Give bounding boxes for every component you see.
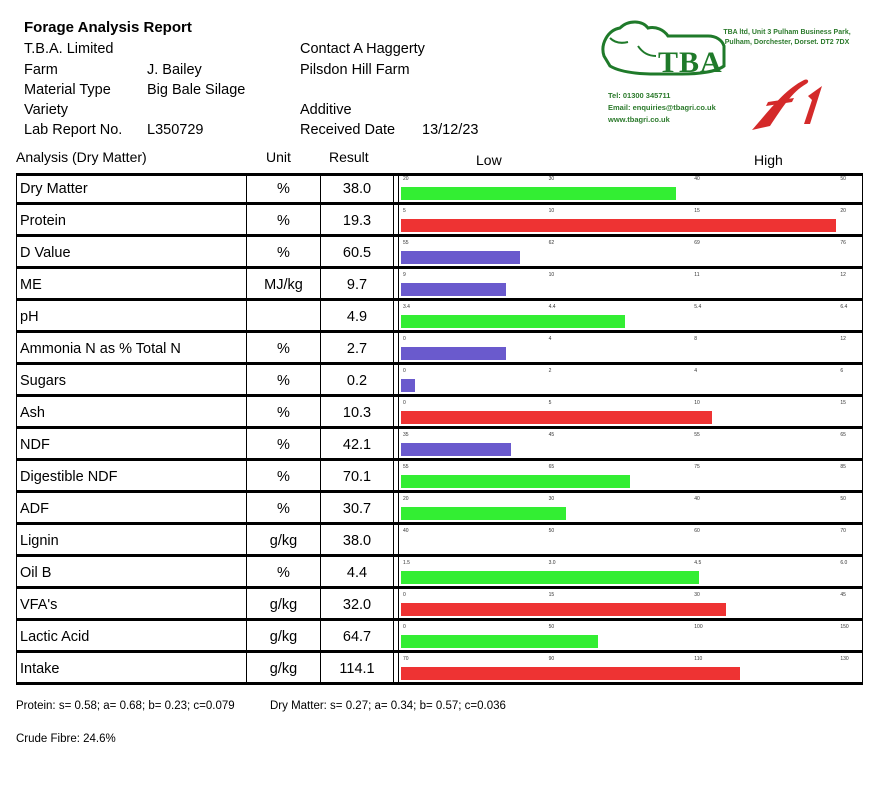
scale-tick-label: 6	[840, 368, 844, 374]
range-bar-cell	[398, 621, 863, 653]
analysis-name: Ash	[16, 397, 246, 429]
protein-coefficients: Protein: s= 0.58; a= 0.68; b= 0.23; c=0.079	[16, 700, 235, 712]
scale-tick-label: 0	[403, 368, 406, 374]
scale-tick-label: 0	[403, 400, 406, 406]
col-high: High	[754, 152, 783, 168]
analysis-name: Ammonia N as % Total N	[16, 333, 246, 365]
scale-tick-label: 5	[548, 400, 552, 406]
analysis-result: 30.7	[320, 493, 394, 525]
scale-tick-label: 50	[548, 528, 555, 534]
range-bar-cell	[398, 397, 863, 429]
f1-logo-icon	[748, 72, 838, 134]
contact-name: Contact A Haggerty	[300, 41, 425, 57]
analysis-result: 2.7	[320, 333, 394, 365]
scale-tick-label: 9	[403, 272, 406, 278]
scale-tick-label: 130	[840, 656, 849, 662]
result-bar	[401, 379, 415, 392]
range-bar-cell	[398, 205, 863, 237]
result-bar	[401, 315, 625, 328]
analysis-name: Protein	[16, 205, 246, 237]
analysis-result: 38.0	[320, 173, 394, 205]
analysis-name: VFA's	[16, 589, 246, 621]
analysis-name: pH	[16, 301, 246, 333]
scale-tick-label: 6.0	[840, 560, 848, 566]
scale-tick-label: 5	[403, 208, 406, 214]
scale-tick-label: 2	[548, 368, 552, 374]
tba-tel: Tel: 01300 345711	[608, 91, 671, 100]
received-date-value: 13/12/23	[422, 122, 479, 138]
table-row	[16, 429, 863, 461]
table-row	[16, 461, 863, 493]
scale-tick-label: 5.4	[694, 304, 702, 310]
analysis-unit: %	[246, 493, 320, 525]
scale-tick-label: 10	[694, 400, 700, 406]
table-row	[16, 653, 863, 685]
table-row	[16, 173, 863, 205]
scale-tick-label: 0	[403, 336, 406, 342]
scale-tick-label: 40	[694, 496, 700, 502]
scale-tick-label: 62	[548, 240, 555, 246]
scale-tick-label: 70	[403, 656, 409, 662]
row-border	[16, 682, 863, 685]
scale-tick-label: 1.5	[403, 560, 410, 566]
analysis-result: 42.1	[320, 429, 394, 461]
analysis-name: Oil B	[16, 557, 246, 589]
result-bar	[401, 443, 511, 456]
range-bar-cell	[398, 173, 863, 205]
scale-tick-label: 4.5	[694, 560, 702, 566]
scale-tick-label: 15	[548, 592, 555, 598]
analysis-unit: MJ/kg	[246, 269, 320, 301]
analysis-name: ME	[16, 269, 246, 301]
result-bar	[401, 571, 699, 584]
scale-tick-label: 110	[694, 656, 703, 662]
range-bar-cell	[398, 429, 863, 461]
scale-tick-label: 6.4	[840, 304, 848, 310]
scale-tick-label: 150	[840, 624, 849, 630]
tba-address: TBA ltd, Unit 3 Pulham Business Park, Pulham, Dorchester, Dorset. DT2 7DX	[723, 29, 851, 46]
result-bar	[401, 283, 506, 296]
scale-tick-label: 15	[694, 208, 700, 214]
company-name: T.B.A. Limited	[24, 41, 114, 57]
scale-tick-label: 69	[694, 240, 700, 246]
scale-tick-label: 4	[694, 368, 698, 374]
result-bar	[401, 475, 630, 488]
scale-tick-label: 4	[548, 336, 552, 342]
result-bar	[401, 667, 740, 680]
analysis-result: 9.7	[320, 269, 394, 301]
analysis-result: 4.9	[320, 301, 394, 333]
scale-tick-label: 76	[840, 240, 846, 246]
table-row	[16, 269, 863, 301]
range-bar-cell	[398, 525, 863, 557]
col-unit: Unit	[266, 149, 291, 165]
scale-tick-label: 20	[403, 176, 409, 182]
variety-label: Variety	[24, 102, 69, 118]
scale-tick-label: 55	[403, 240, 409, 246]
scale-tick-label: 10	[548, 208, 555, 214]
scale-tick-label: 90	[548, 656, 555, 662]
analysis-unit: g/kg	[246, 525, 320, 557]
scale-tick-label: 65	[548, 464, 555, 470]
analysis-result: 32.0	[320, 589, 394, 621]
analysis-result: 70.1	[320, 461, 394, 493]
analysis-name: Intake	[16, 653, 246, 685]
scale-tick-label: 50	[840, 496, 846, 502]
analysis-name: D Value	[16, 237, 246, 269]
lab-report-value: L350729	[147, 122, 204, 138]
analysis-name: Lignin	[16, 525, 246, 557]
table-row	[16, 589, 863, 621]
additive-label: Additive	[300, 102, 352, 118]
farm-name: Pilsdon Hill Farm	[300, 62, 410, 78]
range-bar-cell	[398, 589, 863, 621]
farm-label: Farm	[24, 62, 58, 78]
scale-tick-label: 65	[840, 432, 846, 438]
col-result: Result	[329, 149, 369, 165]
table-row	[16, 237, 863, 269]
scale-tick-label: 3.4	[403, 304, 410, 310]
tba-web: www.tbagri.co.uk	[608, 115, 670, 124]
scale-tick-label: 30	[694, 592, 700, 598]
analysis-result: 64.7	[320, 621, 394, 653]
scale-tick-label: 12	[840, 272, 846, 278]
result-bar	[401, 507, 566, 520]
analysis-unit: g/kg	[246, 589, 320, 621]
analysis-unit: %	[246, 461, 320, 493]
col-low: Low	[476, 152, 502, 168]
analysis-name: Digestible NDF	[16, 461, 246, 493]
scale-tick-label: 45	[840, 592, 846, 598]
analysis-unit: %	[246, 429, 320, 461]
table-row	[16, 621, 863, 653]
table-row	[16, 493, 863, 525]
report-title: Forage Analysis Report	[24, 19, 192, 36]
analysis-name: ADF	[16, 493, 246, 525]
scale-tick-label: 30	[548, 176, 555, 182]
analysis-name: NDF	[16, 429, 246, 461]
analysis-name: Dry Matter	[16, 173, 246, 205]
range-bar-cell	[398, 237, 863, 269]
table-row	[16, 397, 863, 429]
analysis-name: Lactic Acid	[16, 621, 246, 653]
result-bar	[401, 219, 836, 232]
scale-tick-label: 100	[694, 624, 703, 630]
analysis-result: 0.2	[320, 365, 394, 397]
result-bar	[401, 603, 726, 616]
table-row	[16, 525, 863, 557]
range-bar-cell	[398, 653, 863, 685]
material-label: Material Type	[24, 82, 111, 98]
analysis-unit: %	[246, 173, 320, 205]
scale-tick-label: 11	[694, 272, 700, 278]
range-bar-cell	[398, 493, 863, 525]
scale-tick-label: 0	[403, 592, 406, 598]
table-row	[16, 365, 863, 397]
scale-tick-label: 35	[403, 432, 409, 438]
dry-matter-coefficients: Dry Matter: s= 0.27; a= 0.34; b= 0.57; c=0.036	[270, 700, 506, 712]
tba-email: Email: enquiries@tbagri.co.uk	[608, 103, 716, 112]
scale-tick-label: 70	[840, 528, 846, 534]
analysis-unit: %	[246, 557, 320, 589]
table-row	[16, 333, 863, 365]
material-value: Big Bale Silage	[147, 82, 246, 98]
result-bar	[401, 411, 712, 424]
analysis-unit: %	[246, 237, 320, 269]
analysis-result: 10.3	[320, 397, 394, 429]
scale-tick-label: 0	[403, 624, 406, 630]
scale-tick-label: 10	[548, 272, 555, 278]
scale-tick-label: 55	[403, 464, 409, 470]
analysis-unit: %	[246, 333, 320, 365]
table-row	[16, 557, 863, 589]
scale-tick-label: 4.4	[548, 304, 556, 310]
tba-logo-text: TBA	[658, 46, 723, 79]
analysis-unit: %	[246, 397, 320, 429]
scale-tick-label: 60	[694, 528, 700, 534]
scale-tick-label: 3.0	[548, 560, 556, 566]
analysis-unit: g/kg	[246, 653, 320, 685]
result-bar	[401, 347, 506, 360]
result-bar	[401, 187, 676, 200]
analysis-result: 19.3	[320, 205, 394, 237]
table-row	[16, 301, 863, 333]
range-bar-cell	[398, 301, 863, 333]
scale-tick-label: 30	[548, 496, 555, 502]
col-analysis: Analysis (Dry Matter)	[16, 149, 147, 165]
analysis-result: 114.1	[320, 653, 394, 685]
range-bar-cell	[398, 557, 863, 589]
received-date-label: Received Date	[300, 122, 396, 138]
table-row	[16, 205, 863, 237]
result-bar	[401, 635, 598, 648]
scale-tick-label: 40	[694, 176, 700, 182]
analysis-result: 38.0	[320, 525, 394, 557]
analysis-name: Sugars	[16, 365, 246, 397]
range-bar-cell	[398, 269, 863, 301]
scale-tick-label: 45	[548, 432, 555, 438]
scale-tick-label: 12	[840, 336, 846, 342]
analysis-result: 60.5	[320, 237, 394, 269]
scale-tick-label: 50	[840, 176, 846, 182]
scale-tick-label: 50	[548, 624, 555, 630]
lab-report-label: Lab Report No.	[24, 122, 123, 138]
farm-value: J. Bailey	[147, 62, 202, 78]
range-bar-cell	[398, 461, 863, 493]
range-bar-cell	[398, 365, 863, 397]
analysis-unit: g/kg	[246, 621, 320, 653]
scale-tick-label: 8	[694, 336, 698, 342]
analysis-unit	[246, 301, 320, 333]
scale-tick-label: 75	[694, 464, 700, 470]
scale-tick-label: 85	[840, 464, 846, 470]
tba-contact-block	[608, 90, 716, 126]
result-bar	[401, 251, 520, 264]
scale-tick-label: 15	[840, 400, 846, 406]
scale-tick-label: 55	[694, 432, 700, 438]
analysis-unit: %	[246, 205, 320, 237]
analysis-unit: %	[246, 365, 320, 397]
crude-fibre: Crude Fibre: 24.6%	[16, 733, 116, 745]
scale-tick-label: 40	[403, 528, 409, 534]
scale-tick-label: 20	[403, 496, 409, 502]
range-bar-cell	[398, 333, 863, 365]
analysis-result: 4.4	[320, 557, 394, 589]
scale-tick-label: 20	[840, 208, 846, 214]
